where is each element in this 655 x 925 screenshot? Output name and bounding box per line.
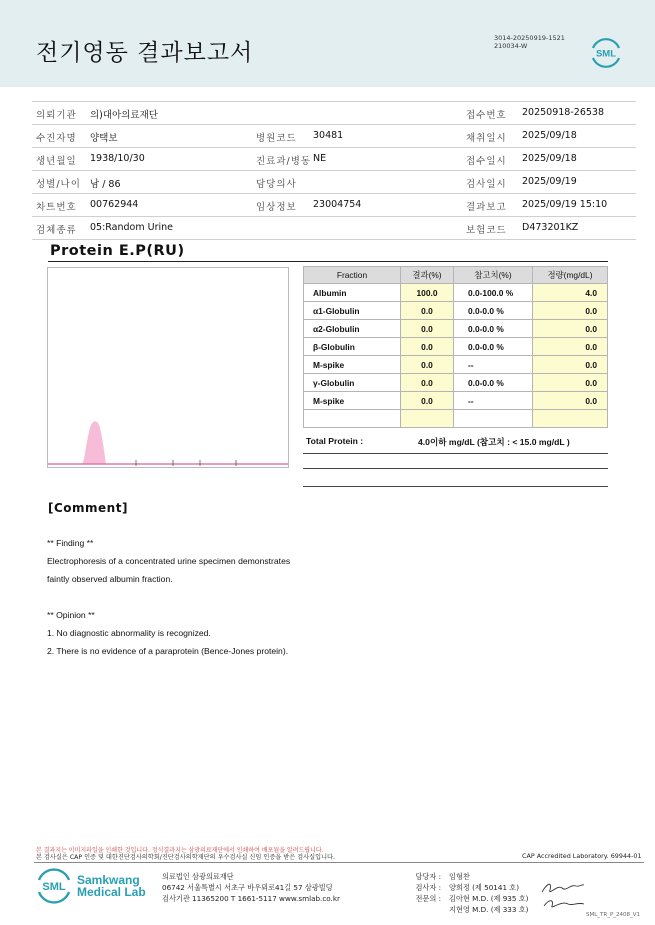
label-physician: 담당의사 xyxy=(256,179,297,190)
fraction-result: 0.0 xyxy=(401,374,454,392)
fraction-result xyxy=(401,410,454,428)
fraction-reference: 0.0-0.0 % xyxy=(454,374,533,392)
label-hospital-code: 병원코드 xyxy=(256,133,297,144)
finding-text: faintly observed albumin fraction. xyxy=(47,574,173,584)
form-code: SML_TR_P_2408_V1 xyxy=(586,912,641,918)
fraction-name: α2-Globulin xyxy=(304,320,401,338)
report-id-line1: 3014-20250919-1521 xyxy=(494,34,565,42)
divider xyxy=(32,170,636,171)
fraction-result: 0.0 xyxy=(401,338,454,356)
comment-title: [Comment] xyxy=(48,501,128,515)
divider xyxy=(303,453,608,454)
report-id xyxy=(494,34,565,50)
divider xyxy=(303,468,608,469)
label-collection-date: 채취일시 xyxy=(466,133,507,144)
table-row xyxy=(304,338,608,356)
brand-name xyxy=(77,874,146,898)
label-test-date: 검사일시 xyxy=(466,179,507,190)
table-row xyxy=(304,356,608,374)
department: NE xyxy=(313,153,327,164)
col-fraction: Fraction xyxy=(304,267,401,284)
print-notice: 본 결과지는 이미지파일을 인쇄한 것입니다. 정식결과지는 삼광의료재단에서 인쇄하여 배포됨을 알려드립니다. xyxy=(36,847,324,854)
report-id-line2: 210034-W xyxy=(494,42,528,50)
fraction-quantity: 0.0 xyxy=(533,302,608,320)
label-report-date: 결과보고 xyxy=(466,202,507,213)
table-row xyxy=(304,302,608,320)
col-quantity: 정량(mg/dL) xyxy=(533,267,608,284)
label-specimen-type: 검체종류 xyxy=(36,225,77,236)
divider xyxy=(32,124,636,125)
accession-no: 20250918-26538 xyxy=(522,107,605,118)
col-result: 결과(%) xyxy=(401,267,454,284)
fraction-name: γ-Globulin xyxy=(304,374,401,392)
collection-date: 2025/09/18 xyxy=(522,130,577,141)
accreditation-note: 본 검사실은 CAP 인증 및 대한진단검사의학회/진단검사의학재단의 우수검사실 신임 인증을 받은 검사실입니다. xyxy=(36,854,335,861)
table-header-row xyxy=(304,267,608,284)
logo-text: SML xyxy=(595,48,617,60)
label-birth-date: 생년월일 xyxy=(36,156,77,167)
electrophoresis-graph xyxy=(47,267,289,468)
label-department: 진료과/병동 xyxy=(256,156,312,167)
total-protein-label: Total Protein : xyxy=(306,436,364,446)
fraction-result: 0.0 xyxy=(401,320,454,338)
label-requesting-org: 의뢰기관 xyxy=(36,110,77,121)
label-chart-no: 차트번호 xyxy=(36,202,77,213)
fraction-reference: -- xyxy=(454,356,533,374)
divider xyxy=(303,486,608,487)
org-address: 06742 서울특별시 서초구 바우뫼로41길 57 삼광빌딩 xyxy=(162,883,333,892)
label-accession-no: 접수번호 xyxy=(466,110,507,121)
albumin-peak xyxy=(82,421,106,464)
org-name: 의료법인 삼광의료재단 xyxy=(162,872,234,881)
brand-line2: Medical Lab xyxy=(77,885,146,899)
footer-divider xyxy=(34,862,644,863)
table-row xyxy=(304,392,608,410)
examiner-label: 검사자 : xyxy=(415,883,441,892)
table-row-empty xyxy=(304,410,608,428)
label-clinical-info: 임상정보 xyxy=(256,202,297,213)
hospital-code: 30481 xyxy=(313,130,344,141)
fraction-name xyxy=(304,410,401,428)
fraction-quantity: 0.0 xyxy=(533,356,608,374)
sex-age: 남 / 86 xyxy=(90,179,121,190)
label-received-date: 접수일시 xyxy=(466,156,507,167)
cap-accreditation: CAP Accredited Laboratory. 69944-01 xyxy=(522,852,642,860)
fraction-quantity: 0.0 xyxy=(533,392,608,410)
test-title: Protein E.P(RU) xyxy=(50,243,185,259)
examiner-name: 양희정 (제 50141 호) xyxy=(449,883,520,892)
label-insurance-code: 보험코드 xyxy=(466,225,507,236)
finding-text: Electrophoresis of a concentrated urine specimen demonstrates xyxy=(47,556,291,566)
org-contact: 검사기관 11365200 T 1661-5117 www.smlab.co.kr xyxy=(162,894,340,903)
fraction-quantity xyxy=(533,410,608,428)
page-title: 전기영동 결과보고서 xyxy=(36,40,254,66)
chart-no: 00762944 xyxy=(90,199,139,210)
fraction-reference: 0.0-0.0 % xyxy=(454,338,533,356)
requesting-org: 의)대아의료재단 xyxy=(90,110,158,121)
table-row xyxy=(304,374,608,392)
fraction-reference: -- xyxy=(454,392,533,410)
specimen-type: 05:Random Urine xyxy=(90,222,174,233)
table-row xyxy=(304,320,608,338)
footer-org-info xyxy=(162,871,340,904)
fraction-result: 0.0 xyxy=(401,356,454,374)
fraction-result: 100.0 xyxy=(401,284,454,302)
fraction-quantity: 0.0 xyxy=(533,338,608,356)
result-table xyxy=(303,266,608,428)
fraction-name: Albumin xyxy=(304,284,401,302)
fraction-reference: 0.0-0.0 % xyxy=(454,320,533,338)
divider xyxy=(32,193,636,194)
fraction-name: β-Globulin xyxy=(304,338,401,356)
divider xyxy=(32,101,636,102)
sml-logo-icon xyxy=(590,37,622,69)
received-date: 2025/09/18 xyxy=(522,153,577,164)
col-reference: 참고치(%) xyxy=(454,267,533,284)
title-underline xyxy=(48,261,608,262)
patient-name: 양택보 xyxy=(90,133,118,144)
fraction-name: M-spike xyxy=(304,392,401,410)
specialist2-name: 지현영 M.D. (제 333 호) xyxy=(449,905,529,914)
report-date: 2025/09/19 15:10 xyxy=(522,199,608,210)
brand-line1: Samkwang xyxy=(77,873,140,887)
signature-icon xyxy=(538,878,588,912)
divider xyxy=(32,239,636,240)
opinion-text: 2. There is no evidence of a paraprotein (Bence-Jones protein). xyxy=(47,646,289,656)
fraction-result: 0.0 xyxy=(401,392,454,410)
clinical-info: 23004754 xyxy=(313,199,362,210)
birth-date: 1938/10/30 xyxy=(90,153,145,164)
test-date: 2025/09/19 xyxy=(522,176,577,187)
manager-label: 담당자 : xyxy=(415,872,441,881)
insurance-code: D473201KZ xyxy=(522,222,579,233)
fraction-reference: 0.0-100.0 % xyxy=(454,284,533,302)
specialist-label: 전문의 : xyxy=(415,894,441,903)
specialist1-name: 김아현 M.D. (제 935 호) xyxy=(449,894,529,903)
logo-text: SML xyxy=(42,881,66,893)
fraction-result: 0.0 xyxy=(401,302,454,320)
label-patient-name: 수진자명 xyxy=(36,133,77,144)
sml-footer-logo-icon xyxy=(36,868,72,904)
fraction-reference: 0.0-0.0 % xyxy=(454,302,533,320)
fraction-name: α1-Globulin xyxy=(304,302,401,320)
fraction-name: M-spike xyxy=(304,356,401,374)
fraction-reference xyxy=(454,410,533,428)
label-sex-age: 성별/나이 xyxy=(36,179,81,190)
opinion-heading: ** Opinion ** xyxy=(47,610,95,620)
finding-heading: ** Finding ** xyxy=(47,538,94,548)
signer-names xyxy=(449,871,529,915)
fraction-quantity: 4.0 xyxy=(533,284,608,302)
divider xyxy=(32,147,636,148)
fraction-quantity: 0.0 xyxy=(533,320,608,338)
divider xyxy=(32,216,636,217)
fraction-quantity: 0.0 xyxy=(533,374,608,392)
manager-name: 임형찬 xyxy=(449,872,470,881)
signer-labels xyxy=(413,871,441,904)
total-protein-value: 4.0이하 mg/dL (참고치 : < 15.0 mg/dL ) xyxy=(418,437,570,447)
opinion-text: 1. No diagnostic abnormality is recognized. xyxy=(47,628,211,638)
table-row xyxy=(304,284,608,302)
electrophoresis-plot xyxy=(48,268,288,467)
